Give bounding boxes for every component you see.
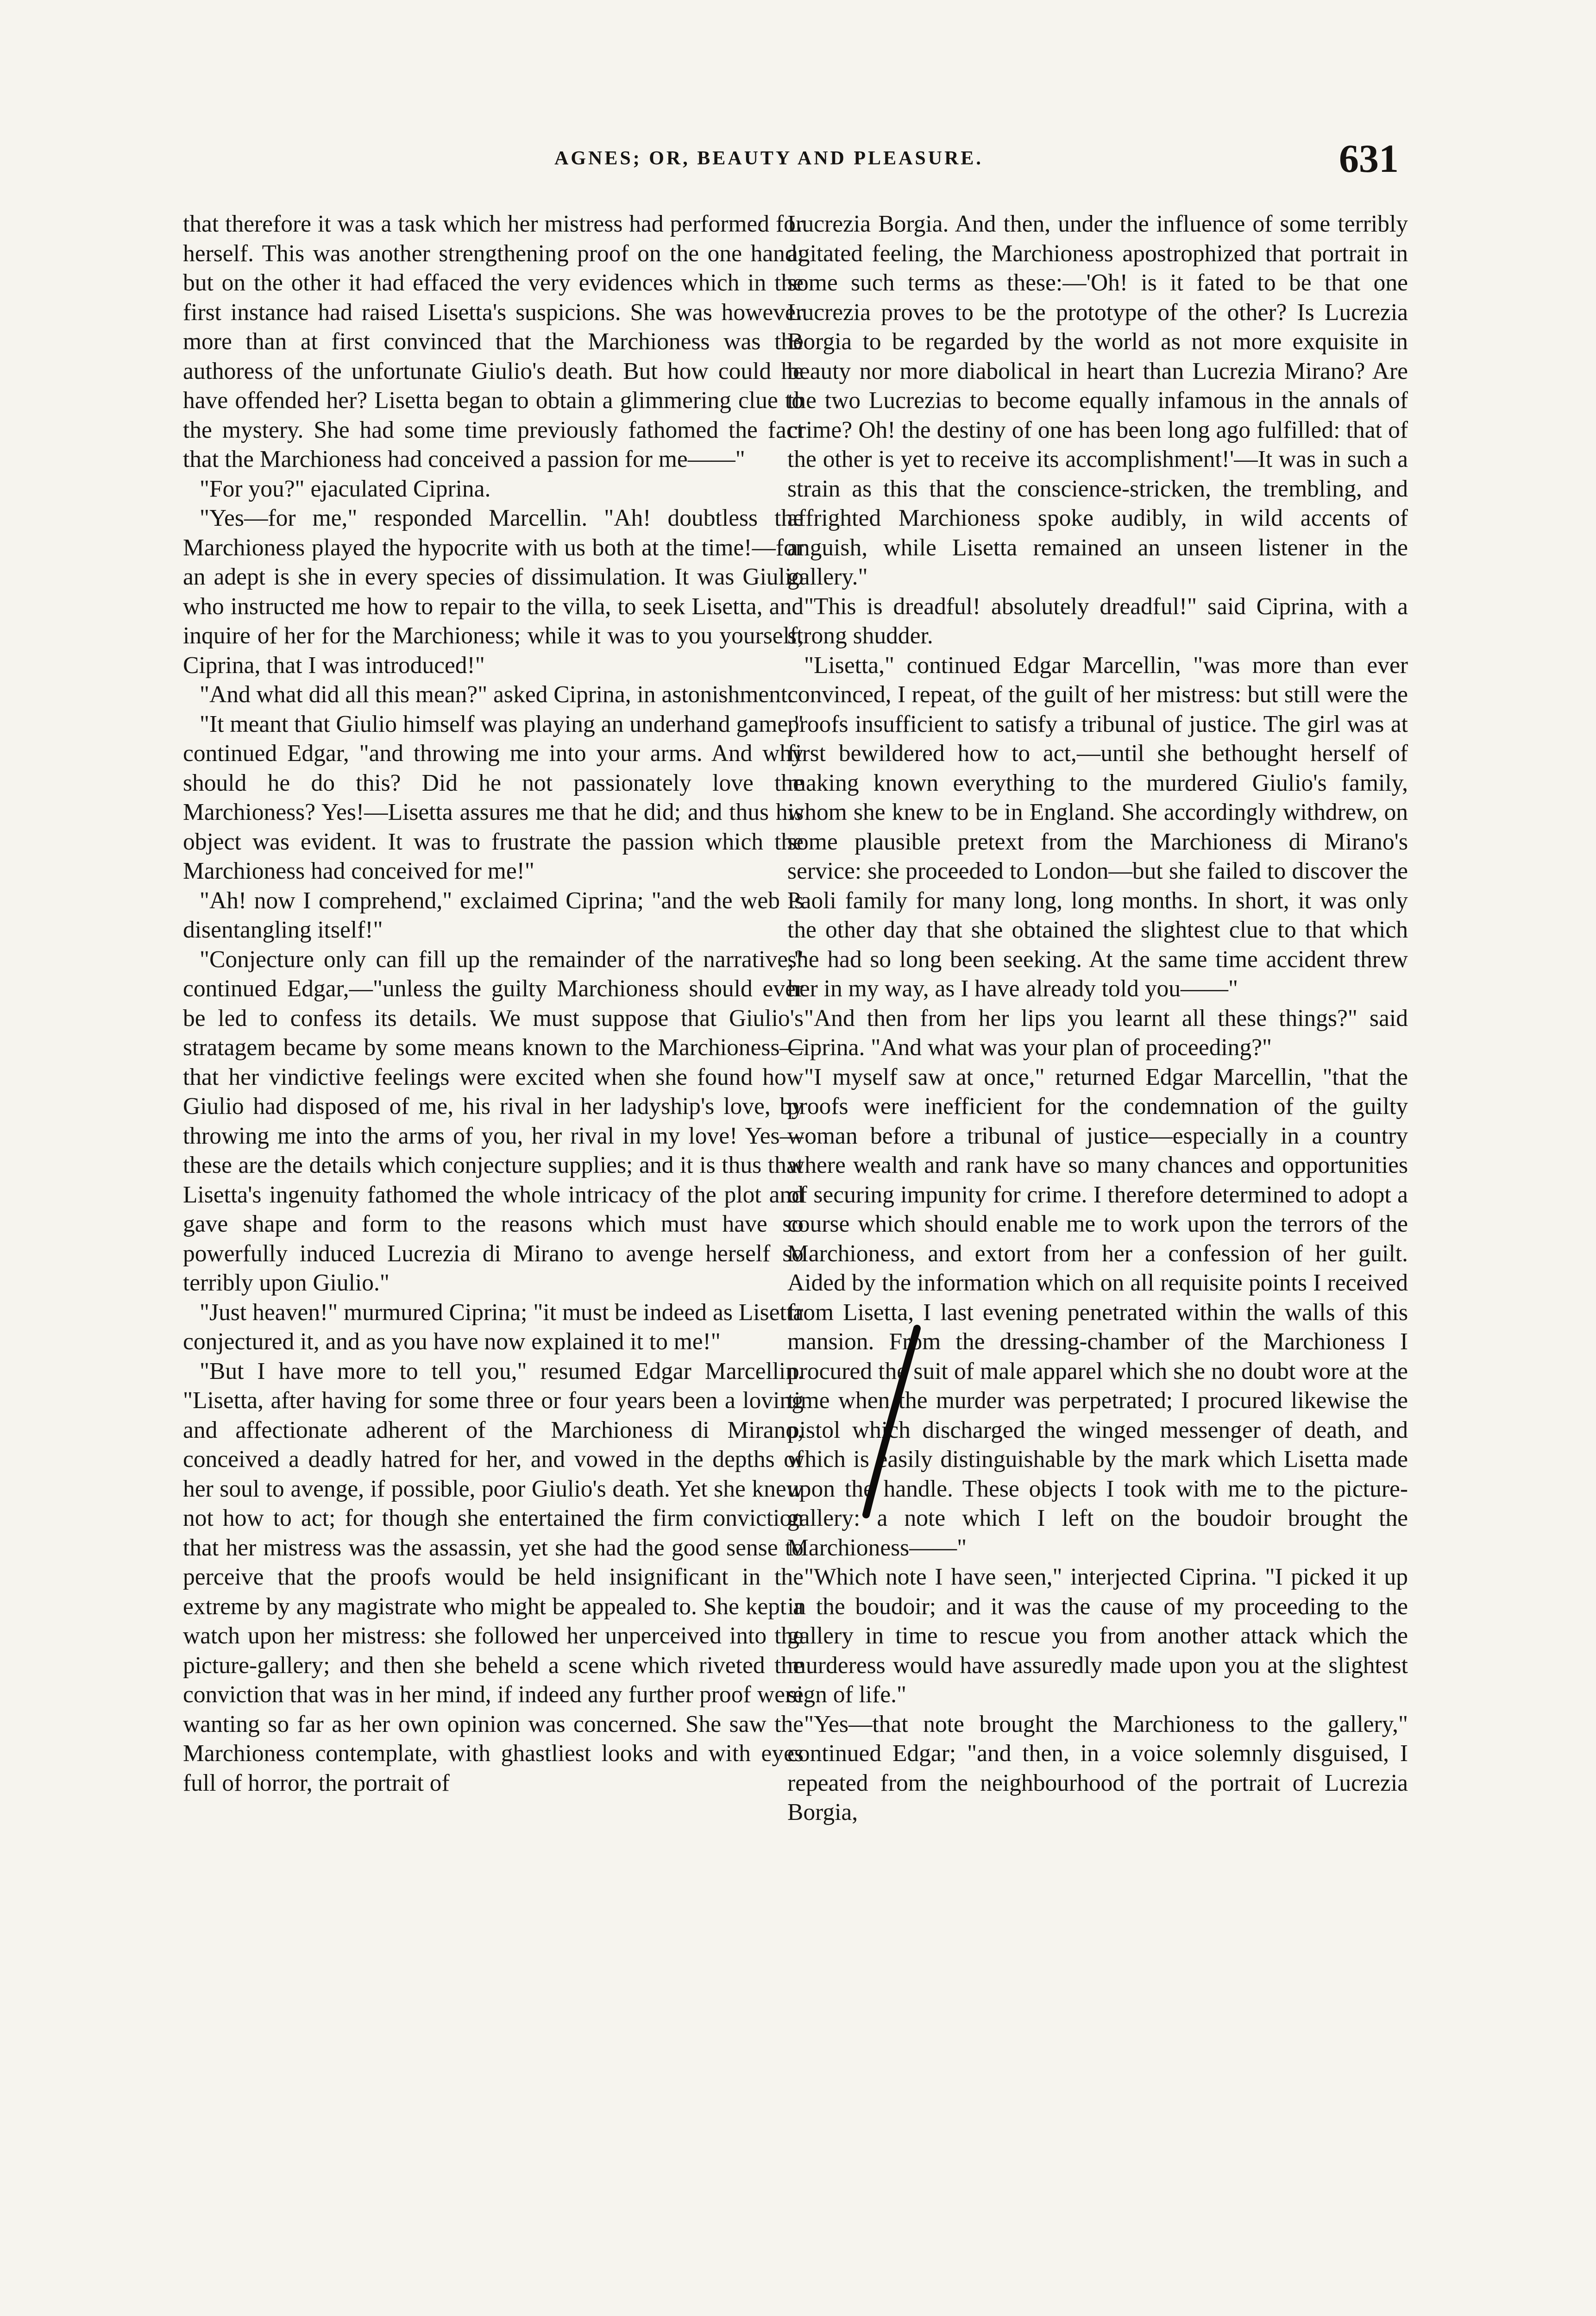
- paragraph: "And what did all this mean?" asked Ciprina, in astonishment.: [200, 681, 794, 708]
- page-number: 631: [1339, 136, 1399, 181]
- paragraph: "Conjecture only can fill up the remainder of the narrative," continued Edgar,—"unless the guilty Marchioness should ever be led to confess its details. We must suppose that Giulio's stratagem became by some means known to the Marchioness—that her vindictive feelings were excited when she found how Giulio had disposed of me, his rival in her ladyship's love, by throwing me into the arms of you, her rival in my love! Yes—these are the details which conjecture supplies; and it is thus that Lisetta's ingenuity fathomed the whole intricacy of the plot and gave shape and form to the reasons which must have so powerfully induced Lucrezia di Mirano to avenge herself so terribly upon Giulio.": [183, 946, 804, 1296]
- paragraph: "Ah! now I comprehend," exclaimed Ciprina; "and the web is disentangling itself!": [183, 887, 804, 943]
- ink-pen-mark: [856, 1325, 925, 1519]
- right-column: [787, 209, 1408, 1827]
- running-title: AGNES; OR, BEAUTY AND PLEASURE.: [554, 148, 983, 169]
- paragraph: "Yes—that note brought the Marchioness to the gallery," continued Edgar; "and then, in a voice solemnly disguised, I repeated from the neighbourhood of the portrait of Lucrezia Borgia,: [787, 1711, 1408, 1825]
- paragraph: that therefore it was a task which her mistress had performed for herself. This was another strengthening proof on the one hand; but on the other it had effaced the very evidences which in the first instance had raised Lisetta's suspicions. She was however more than at first convinced that the Marchioness was the authoress of the unfortunate Giulio's death. But how could he have offended her? Lisetta began to obtain a glimmering clue to the mystery. She had some time previously fathomed the fact that the Marchioness had conceived a passion for me——": [183, 211, 804, 472]
- left-column: [183, 209, 804, 1798]
- paragraph: "This is dreadful! absolutely dreadful!" said Ciprina, with a strong shudder.: [787, 593, 1408, 649]
- paragraph: "And then from her lips you learnt all these things?" said Ciprina. "And what was your plan of proceeding?": [787, 1005, 1408, 1061]
- paragraph: "For you?" ejaculated Ciprina.: [200, 475, 491, 502]
- paragraph: "Yes—for me," responded Marcellin. "Ah! doubtless the Marchioness played the hypocrite with us both at the time!—for an adept is she in every species of dissimulation. It was Giulio who instructed me how to repair to the villa, to seek Lisetta, and inquire of her for the Marchioness; while it was to you yourself, Ciprina, that I was introduced!": [183, 505, 804, 679]
- paragraph: "Lisetta," continued Edgar Marcellin, "was more than ever convinced, I repeat, of the guilt of her mistress: but still were the proofs insufficient to satisfy a tribunal of justice. The girl was at first bewildered how to act,—until she bethought herself of making known everything to the murdered Giulio's family, whom she knew to be in England. She accordingly withdrew, on some plausible pretext from the Marchioness di Mirano's service: she proceeded to London—but she failed to discover the Paoli family for many long, long months. In short, it was only the other day that she obtained the slightest clue to that which she had so long been seeking. At the same time accident threw her in my way, as I have already told you——": [787, 652, 1408, 1002]
- paragraph: "But I have more to tell you," resumed Edgar Marcellin. "Lisetta, after having for some three or four years been a loving and affectionate adherent of the Marchioness di Mirano, conceived a deadly hatred for her, and vowed in the depths of her soul to avenge, if possible, poor Giulio's death. Yet she knew not how to act; for though she entertained the firm conviction that her mistress was the assassin, yet she had the good sense to perceive that the proofs would be held insignificant in the extreme by any magistrate who might be appealed to. She kept a watch upon her mistress: she followed her unperceived into the picture-gallery; and then she beheld a scene which riveted the conviction that was in her mind, if indeed any further proof were wanting so far as her own opinion was concerned. She saw the Marchioness contemplate, with ghastliest looks and with eyes full of horror, the portrait of: [183, 1358, 804, 1796]
- paragraph: "Just heaven!" murmured Ciprina; "it must be indeed as Lisetta conjectured it, and as you have now explained it to me!": [183, 1299, 804, 1355]
- paragraph: Lucrezia Borgia. And then, under the influence of some terribly agitated feeling, the Marchioness apostrophized that portrait in some such terms as these:—'Oh! is it fated to be that one Lucrezia proves to be the prototype of the other? Is Lucrezia Borgia to be regarded by the world as not more exquisite in beauty nor more diabolical in heart than Lucrezia Mirano? Are the two Lucrezias to become equally infamous in the annals of crime? Oh! the destiny of one has been long ago fulfilled: that of the other is yet to receive its accomplishment!'—It was in such a strain as this that the conscience-stricken, the trembling, and affrighted Marchioness spoke audibly, in wild accents of anguish, while Lisetta remained an unseen listener in the gallery.": [787, 211, 1408, 590]
- paragraph: "I myself saw at once," returned Edgar Marcellin, "that the proofs were inefficient for the condemnation of the guilty woman before a tribunal of justice—especially in a country where wealth and rank have so many chances and opportunities of securing impunity for crime. I therefore determined to adopt a course which should enable me to work upon the terrors of the Marchioness, and extort from her a confession of her guilt. Aided by the information which on all requisite points I received from Lisetta, I last evening penetrated within the walls of this mansion. From the dressing-chamber of the Marchioness I procured the suit of male apparel which she no doubt wore at the time when the murder was perpetrated; I procured likewise the pistol which discharged the winged messenger of death, and which is easily distinguishable by the mark which Lisetta made upon the handle. These objects I took with me to the picture-gallery: a note which I left on the boudoir brought the Marchioness——": [787, 1064, 1408, 1561]
- paragraph: "It meant that Giulio himself was playing an underhand game," continued Edgar, "and throwing me into your arms. And why should he do this? Did he not passionately love the Marchioness? Yes!—Lisetta assures me that he did; and thus his object was evident. It was to frustrate the passion which the Marchioness had conceived for me!": [183, 711, 804, 884]
- page-header: [139, 135, 1399, 191]
- paragraph: "Which note I have seen," interjected Ciprina. "I picked it up in the boudoir; and it was the cause of my proceeding to the gallery in time to rescue you from another attack which the murderess would have assuredly made upon you at the slightest sign of life.": [787, 1564, 1408, 1708]
